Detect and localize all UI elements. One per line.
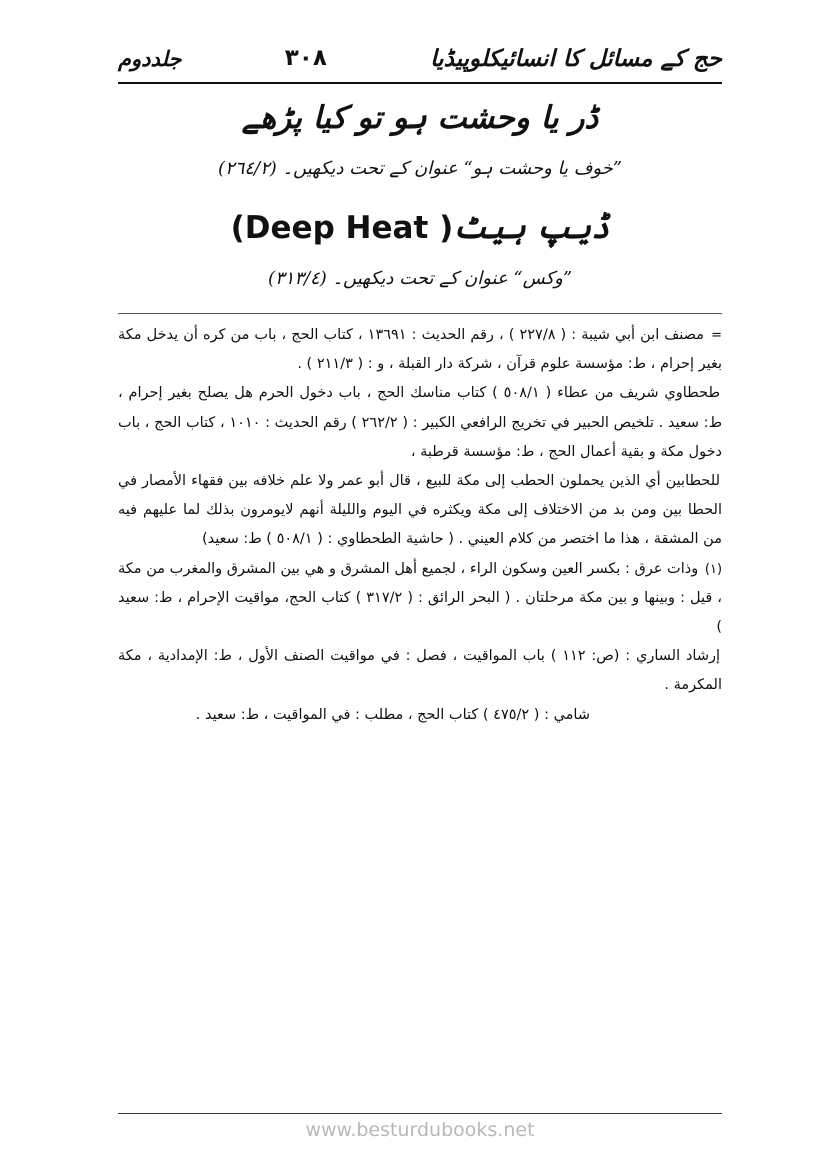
see-also-vicks: ”وکس“ عنوان کے تحت دیکھیں۔ (٣١٣/٤) <box>267 268 573 289</box>
footnote-mark: = <box>711 328 722 343</box>
book-title: حج کے مسائل کا انسائیکلوپیڈیا <box>430 44 722 72</box>
footer-divider <box>118 1113 722 1114</box>
footnote-text: شامي : ( ٤٧٥/٢ ) كتاب الحج ، مطلب : في المواقيت ، ط: سعيد . <box>195 706 590 723</box>
footnote-text: إرشاد الساري : (ص: ١١٢ ) باب المواقيت ، فصل : في مواقيت الصنف الأول ، ط: الإمدادية ، مكة المكرمة . <box>118 648 722 694</box>
see-also-fear: ”خوف یا وحشت ہو“ عنوان کے تحت دیکھیں۔ (٢٦٤/٢) <box>217 158 622 179</box>
footnote-5 <box>118 642 722 700</box>
deep-heat-latin: ( Deep Heat) <box>230 210 454 246</box>
footer-url: www.besturdubooks.net <box>305 1119 535 1141</box>
footnote-3 <box>118 467 722 555</box>
footnote-divider <box>118 313 722 314</box>
footnote-text: وذات عرق : بكسر العين وسكون الراء ، لجميع أهل المشرق و هي بين المشرق والمغرب من مكة ، قيل : وبينها و بين مكة مرحلتان . ( البحر الرائق : ( ٣١٧/٢ ) كتاب الحج، مواقيت الإحرام ، ط: سعيد ) <box>118 560 722 636</box>
footnote-text: مصنف ابن أبي شيبة : ( ٢٢٧/٨ ) ، رقم الحديث : ١٣٦٩١ ، كتاب الحج ، باب من كره أن يدخل مكة بغير إحرام ، ط: مؤسسة علوم قرآن ، شركة دار القبلة ، و : ( ٢١١/٣ ) . <box>118 327 722 373</box>
running-header <box>118 38 722 78</box>
footnote-mark: (١) <box>704 561 723 577</box>
footnote-1 <box>118 321 722 379</box>
section-heading-deep-heat <box>118 210 722 246</box>
section-heading-fear: ڈر یا وحشت ہو تو کیا پڑھے <box>241 100 599 136</box>
header-divider <box>118 82 722 84</box>
footnote-4 <box>118 555 722 643</box>
footnote-6 <box>118 701 722 730</box>
deep-heat-urdu: ڈیپ ہیٹ <box>453 210 610 246</box>
page-number: ۳۰۸ <box>284 45 327 71</box>
footnote-text: طحطاوي شريف من عطاء ( ٥٠٨/١ ) كتاب مناسك الحج ، باب دخول الحرم هل يصلح بغير إحرام ، ط: سعيد . تلخيص الحبير في تخريج الرافعي الكبير : ( ٢٦٢/٢ ) رقم الحديث : ١٠١٠ ، كتاب الحج ، باب دخول مكة و بقية أعمال الحج ، ط: مؤسسة قرطبة ، <box>118 385 722 460</box>
volume-label: جلددوم <box>118 45 182 71</box>
footnote-text: للحطابين أي الذين يحملون الحطب إلى مكة للبيع ، قال أبو عمر ولا علم خلافه بين فقهاء الأمصار في الحطا بين ومن بد من الاختلاف إلى مكة ويكثره في اليوم والليلة أنهم لايومرون بذلك لما عليهم فيه من المشقة ، هذا ما اختصر من كلام العيني . ( حاشية الطحطاوي : ( ٥٠٨/١ ) ط: سعيد) <box>118 473 722 548</box>
footnotes <box>118 321 722 730</box>
footnote-2 <box>118 379 722 467</box>
